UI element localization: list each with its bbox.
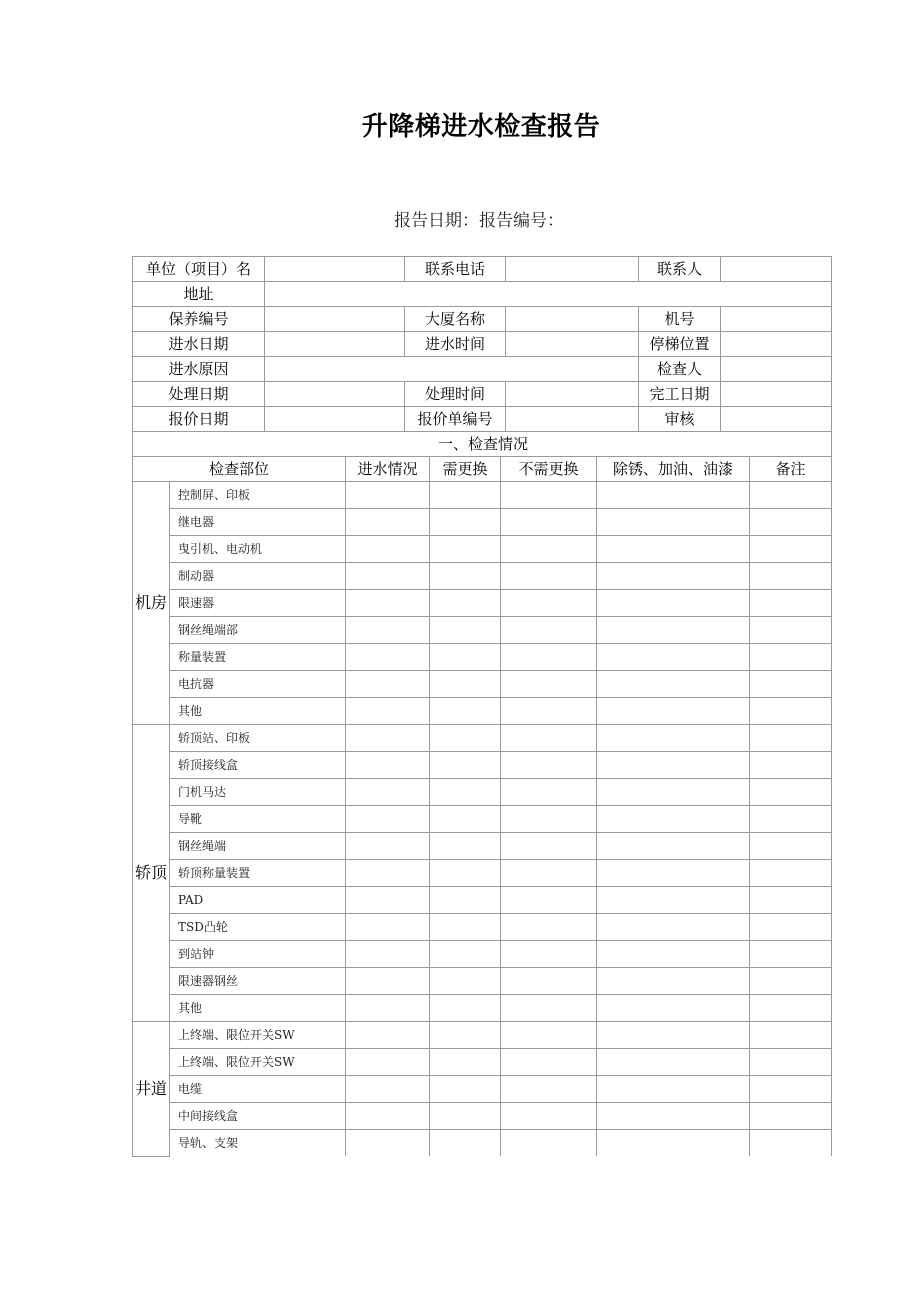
no-replace-cell[interactable]: [501, 590, 597, 617]
remarks-cell[interactable]: [750, 779, 832, 806]
label-quote-no: 报价单编号: [405, 407, 506, 432]
label-review: 审核: [639, 407, 721, 432]
table-row: [133, 833, 832, 860]
flood-cell[interactable]: [346, 563, 430, 590]
table-row: [133, 671, 832, 698]
replace-cell[interactable]: [430, 995, 501, 1022]
replace-cell[interactable]: [430, 1130, 501, 1157]
replace-cell[interactable]: [430, 914, 501, 941]
remarks-cell[interactable]: [750, 563, 832, 590]
field-handle-date[interactable]: [265, 382, 405, 407]
flood-cell[interactable]: [346, 887, 430, 914]
field-maint-no[interactable]: [265, 307, 405, 332]
item-label: 钢丝绳端部: [170, 617, 346, 644]
no-replace-cell[interactable]: [501, 482, 597, 509]
maintenance-cell[interactable]: [597, 806, 750, 833]
label-unit: 单位（项目）名: [133, 257, 265, 282]
replace-cell[interactable]: [430, 968, 501, 995]
flood-cell[interactable]: [346, 536, 430, 563]
no-replace-cell[interactable]: [501, 860, 597, 887]
no-replace-cell[interactable]: [501, 779, 597, 806]
remarks-cell[interactable]: [750, 806, 832, 833]
table-row: [133, 644, 832, 671]
field-finish-date[interactable]: [721, 382, 832, 407]
no-replace-cell[interactable]: [501, 1130, 597, 1157]
remarks-cell[interactable]: [750, 1103, 832, 1130]
table-row: [133, 1076, 832, 1103]
table-row: [133, 1049, 832, 1076]
maintenance-cell[interactable]: [597, 1130, 750, 1157]
maintenance-cell[interactable]: [597, 887, 750, 914]
remarks-cell[interactable]: [750, 671, 832, 698]
no-replace-cell[interactable]: [501, 617, 597, 644]
field-review[interactable]: [721, 407, 832, 432]
label-machine-no: 机号: [639, 307, 721, 332]
replace-cell[interactable]: [430, 860, 501, 887]
table-row: [133, 941, 832, 968]
table-row: [133, 779, 832, 806]
flood-cell[interactable]: [346, 1130, 430, 1157]
label-flood-time: 进水时间: [405, 332, 506, 357]
item-label: 继电器: [170, 509, 346, 536]
item-label: 制动器: [170, 563, 346, 590]
flood-cell[interactable]: [346, 995, 430, 1022]
remarks-cell[interactable]: [750, 590, 832, 617]
label-building: 大厦名称: [405, 307, 506, 332]
field-machine-no[interactable]: [721, 307, 832, 332]
remarks-cell[interactable]: [750, 752, 832, 779]
item-label: 轿顶称量装置: [170, 860, 346, 887]
label-quote-date: 报价日期: [133, 407, 265, 432]
no-replace-cell[interactable]: [501, 914, 597, 941]
field-flood-time[interactable]: [506, 332, 639, 357]
replace-cell[interactable]: [430, 806, 501, 833]
item-label: 其他: [170, 698, 346, 725]
remarks-cell[interactable]: [750, 914, 832, 941]
maintenance-cell[interactable]: [597, 536, 750, 563]
col-header-replace: 需更换: [430, 457, 501, 482]
maintenance-cell[interactable]: [597, 590, 750, 617]
no-replace-cell[interactable]: [501, 968, 597, 995]
table-row: [133, 968, 832, 995]
maintenance-cell[interactable]: [597, 482, 750, 509]
item-label: 钢丝绳端: [170, 833, 346, 860]
no-replace-cell[interactable]: [501, 1103, 597, 1130]
maintenance-cell[interactable]: [597, 833, 750, 860]
no-replace-cell[interactable]: [501, 995, 597, 1022]
table-row: [133, 1103, 832, 1130]
maintenance-cell[interactable]: [597, 941, 750, 968]
section-heading: 一、检查情况: [133, 432, 832, 457]
table-row: [133, 590, 832, 617]
item-label: 到站钟: [170, 941, 346, 968]
label-inspector: 检查人: [639, 357, 721, 382]
field-building[interactable]: [506, 307, 639, 332]
table-row: [133, 995, 832, 1022]
group-label: 机房: [133, 482, 170, 725]
field-quote-no[interactable]: [506, 407, 639, 432]
group-label: 轿顶: [133, 725, 170, 1022]
replace-cell[interactable]: [430, 644, 501, 671]
item-label: 导靴: [170, 806, 346, 833]
flood-cell[interactable]: [346, 1049, 430, 1076]
table-row: [133, 860, 832, 887]
remarks-cell[interactable]: [750, 1022, 832, 1049]
no-replace-cell[interactable]: [501, 1022, 597, 1049]
report-date-number: 报告日期：报告编号：: [394, 211, 564, 231]
maintenance-cell[interactable]: [597, 1103, 750, 1130]
item-label: 电缆: [170, 1076, 346, 1103]
item-label: 称量装置: [170, 644, 346, 671]
label-address: 地址: [133, 282, 265, 307]
maintenance-cell[interactable]: [597, 968, 750, 995]
maintenance-cell[interactable]: [597, 617, 750, 644]
flood-cell[interactable]: [346, 671, 430, 698]
col-header-maintenance: 除锈、加油、油漆: [597, 457, 750, 482]
replace-cell[interactable]: [430, 1022, 501, 1049]
flood-cell[interactable]: [346, 482, 430, 509]
replace-cell[interactable]: [430, 536, 501, 563]
maintenance-cell[interactable]: [597, 698, 750, 725]
remarks-cell[interactable]: [750, 698, 832, 725]
remarks-cell[interactable]: [750, 887, 832, 914]
remarks-cell[interactable]: [750, 509, 832, 536]
no-replace-cell[interactable]: [501, 644, 597, 671]
flood-cell[interactable]: [346, 725, 430, 752]
flood-cell[interactable]: [346, 1022, 430, 1049]
field-inspector[interactable]: [721, 357, 832, 382]
maintenance-cell[interactable]: [597, 1049, 750, 1076]
item-label: 上终端、限位开关SW: [170, 1049, 346, 1076]
remarks-cell[interactable]: [750, 860, 832, 887]
label-handle-date: 处理日期: [133, 382, 265, 407]
label-phone: 联系电话: [405, 257, 506, 282]
remarks-cell[interactable]: [750, 1076, 832, 1103]
item-label: 上终端、限位开关SW: [170, 1022, 346, 1049]
replace-cell[interactable]: [430, 617, 501, 644]
field-flood-date[interactable]: [265, 332, 405, 357]
remarks-cell[interactable]: [750, 482, 832, 509]
table-row: [133, 752, 832, 779]
flood-cell[interactable]: [346, 644, 430, 671]
table-row: [133, 509, 832, 536]
field-handle-time[interactable]: [506, 382, 639, 407]
maintenance-cell[interactable]: [597, 644, 750, 671]
replace-cell[interactable]: [430, 563, 501, 590]
field-contact[interactable]: [721, 257, 832, 282]
no-replace-cell[interactable]: [501, 833, 597, 860]
maintenance-cell[interactable]: [597, 1076, 750, 1103]
item-label: 曳引机、电动机: [170, 536, 346, 563]
column-header-row: [133, 457, 832, 482]
replace-cell[interactable]: [430, 752, 501, 779]
replace-cell[interactable]: [430, 725, 501, 752]
item-label: 控制屏、印板: [170, 482, 346, 509]
maintenance-cell[interactable]: [597, 860, 750, 887]
item-label: 导轨、支架: [170, 1130, 346, 1157]
no-replace-cell[interactable]: [501, 698, 597, 725]
col-header-flood: 进水情况: [346, 457, 430, 482]
col-header-part: 检查部位: [133, 457, 346, 482]
field-address[interactable]: [265, 282, 832, 307]
no-replace-cell[interactable]: [501, 509, 597, 536]
replace-cell[interactable]: [430, 1103, 501, 1130]
no-replace-cell[interactable]: [501, 563, 597, 590]
replace-cell[interactable]: [430, 833, 501, 860]
table-row: [133, 698, 832, 725]
replace-cell[interactable]: [430, 698, 501, 725]
no-replace-cell[interactable]: [501, 806, 597, 833]
field-phone[interactable]: [506, 257, 639, 282]
remarks-cell[interactable]: [750, 644, 832, 671]
label-handle-time: 处理时间: [405, 382, 506, 407]
item-label: 中间接线盒: [170, 1103, 346, 1130]
flood-cell[interactable]: [346, 1076, 430, 1103]
item-label: 轿顶接线盒: [170, 752, 346, 779]
remarks-cell[interactable]: [750, 1049, 832, 1076]
remarks-cell[interactable]: [750, 968, 832, 995]
replace-cell[interactable]: [430, 779, 501, 806]
table-row: [133, 617, 832, 644]
maintenance-cell[interactable]: [597, 779, 750, 806]
maintenance-cell[interactable]: [597, 1022, 750, 1049]
remarks-cell[interactable]: [750, 833, 832, 860]
replace-cell[interactable]: [430, 887, 501, 914]
table-row: [133, 1130, 832, 1157]
field-unit[interactable]: [265, 257, 405, 282]
maintenance-cell[interactable]: [597, 725, 750, 752]
replace-cell[interactable]: [430, 1076, 501, 1103]
item-label: 其他: [170, 995, 346, 1022]
maintenance-cell[interactable]: [597, 671, 750, 698]
remarks-cell[interactable]: [750, 941, 832, 968]
table-row: [133, 563, 832, 590]
flood-cell[interactable]: [346, 698, 430, 725]
label-finish-date: 完工日期: [639, 382, 721, 407]
page-title: 升降梯进水检查报告: [361, 112, 601, 142]
flood-cell[interactable]: [346, 617, 430, 644]
remarks-cell[interactable]: [750, 617, 832, 644]
label-contact: 联系人: [639, 257, 721, 282]
no-replace-cell[interactable]: [501, 941, 597, 968]
replace-cell[interactable]: [430, 590, 501, 617]
replace-cell[interactable]: [430, 671, 501, 698]
no-replace-cell[interactable]: [501, 725, 597, 752]
item-label: PAD: [170, 887, 346, 914]
no-replace-cell[interactable]: [501, 536, 597, 563]
item-label: 门机马达: [170, 779, 346, 806]
col-header-no-replace: 不需更换: [501, 457, 597, 482]
no-replace-cell[interactable]: [501, 1076, 597, 1103]
maintenance-cell[interactable]: [597, 752, 750, 779]
remarks-cell[interactable]: [750, 725, 832, 752]
remarks-cell[interactable]: [750, 536, 832, 563]
item-label: TSD凸轮: [170, 914, 346, 941]
flood-cell[interactable]: [346, 860, 430, 887]
table-row: [133, 725, 832, 752]
no-replace-cell[interactable]: [501, 1049, 597, 1076]
remarks-cell[interactable]: [750, 995, 832, 1022]
label-maint-no: 保养编号: [133, 307, 265, 332]
replace-cell[interactable]: [430, 509, 501, 536]
flood-cell[interactable]: [346, 968, 430, 995]
flood-cell[interactable]: [346, 914, 430, 941]
item-label: 电抗器: [170, 671, 346, 698]
maintenance-cell[interactable]: [597, 995, 750, 1022]
flood-cell[interactable]: [346, 590, 430, 617]
item-label: 限速器: [170, 590, 346, 617]
field-stop-pos[interactable]: [721, 332, 832, 357]
flood-cell[interactable]: [346, 941, 430, 968]
replace-cell[interactable]: [430, 941, 501, 968]
table-row: [133, 914, 832, 941]
table-row: [133, 536, 832, 563]
col-header-remarks: 备注: [750, 457, 832, 482]
no-replace-cell[interactable]: [501, 887, 597, 914]
table-row: [133, 806, 832, 833]
label-flood-cause: 进水原因: [133, 357, 265, 382]
table-row: [133, 1022, 832, 1049]
remarks-cell[interactable]: [750, 1130, 832, 1157]
item-label: 轿顶站、印板: [170, 725, 346, 752]
flood-cell[interactable]: [346, 509, 430, 536]
maintenance-cell[interactable]: [597, 509, 750, 536]
flood-cell[interactable]: [346, 833, 430, 860]
field-flood-cause[interactable]: [265, 357, 639, 382]
replace-cell[interactable]: [430, 482, 501, 509]
maintenance-cell[interactable]: [597, 914, 750, 941]
flood-cell[interactable]: [346, 1103, 430, 1130]
no-replace-cell[interactable]: [501, 671, 597, 698]
label-stop-pos: 停梯位置: [639, 332, 721, 357]
table-row: [133, 482, 832, 509]
no-replace-cell[interactable]: [501, 752, 597, 779]
label-flood-date: 进水日期: [133, 332, 265, 357]
replace-cell[interactable]: [430, 1049, 501, 1076]
table-row: [133, 887, 832, 914]
item-label: 限速器钢丝: [170, 968, 346, 995]
flood-cell[interactable]: [346, 806, 430, 833]
field-quote-date[interactable]: [265, 407, 405, 432]
info-table: [132, 256, 832, 457]
inspection-table: [132, 456, 832, 1157]
flood-cell[interactable]: [346, 752, 430, 779]
flood-cell[interactable]: [346, 779, 430, 806]
group-label: 井道: [133, 1022, 170, 1157]
maintenance-cell[interactable]: [597, 563, 750, 590]
